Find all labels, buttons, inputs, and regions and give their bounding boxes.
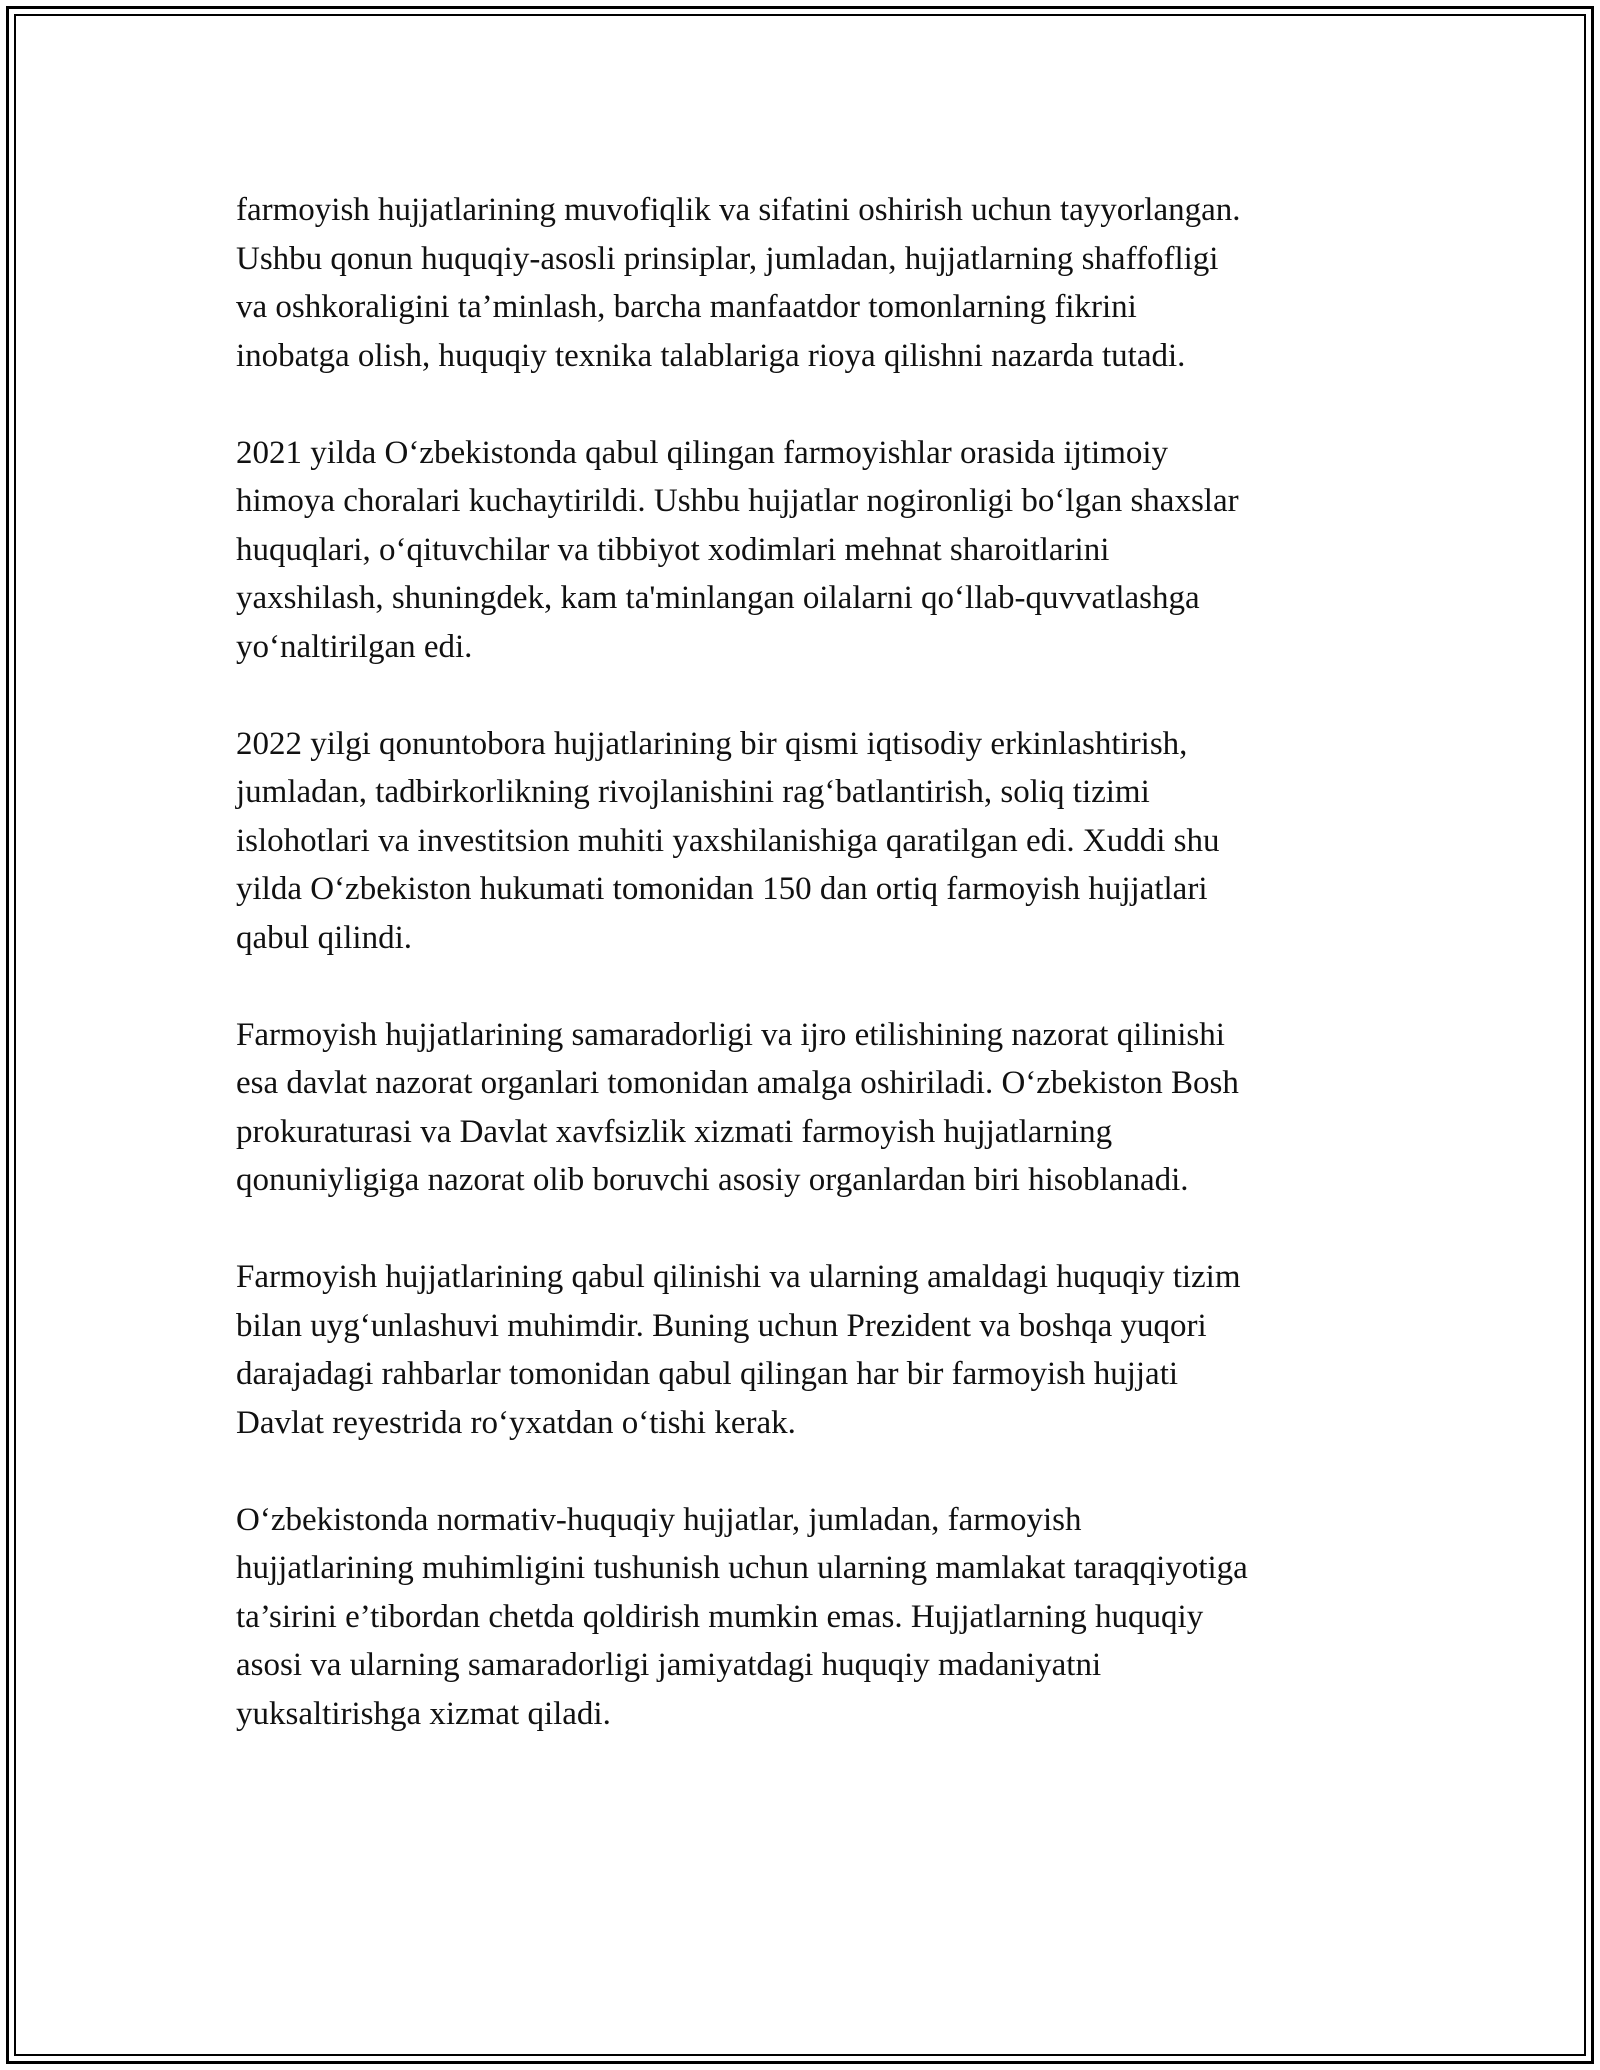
paragraph-6: O‘zbekistonda normativ-huquqiy hujjatlar, jumladan, farmoyish hujjatlarining muhimligini tushunish uchun ularning mamlakat taraqqiyotiga ta’sirini e’tibordan chetda qoldirish mumkin emas. Hujjatlarning huquqiy asosi va ularning samaradorligi jamiyatdagi huquqiy madaniyatni yuksaltirishga xizmat qiladi. <box>236 1501 1248 1732</box>
paragraph-2: 2021 yilda O‘zbekistonda qabul qilingan farmoyishlar orasida ijtimoiy himoya choralari kuchaytirildi. Ushbu hujjatlar nogironligi bo‘lgan shaxslar huquqlari, o‘qituvchilar va tibbiyot xodimlari mehnat sharoitlarini yaxshilash, shuningdek, kam ta'minlangan oilalarni qo‘llab-quvvatlashga yo‘naltirilgan edi. <box>236 434 1239 665</box>
paragraph-5: Farmoyish hujjatlarining qabul qilinishi va ularning amaldagi huquqiy tizim bilan uyg‘unlashuvi muhimdir. Buning uchun Prezident va boshqa yuqori darajadagi rahbarlar tomonidan qabul qilingan har bir farmoyish hujjati Davlat reyestrida ro‘yxatdan o‘tishi kerak. <box>236 1259 1241 1441</box>
paragraph-3: 2022 yilgi qonuntobora hujjatlarining bir qismi iqtisodiy erkinlashtirish, jumladan, tadbirkorlikning rivojlanishini rag‘batlantirish, soliq tizimi islohotlari va investitsion muhiti yaxshilanishiga qaratilgan edi. Xuddi shu yilda O‘zbekiston hukumati tomonidan 150 dan ortiq farmoyish hujjatlari qabul qilindi. <box>236 725 1220 956</box>
paragraph-1: farmoyish hujjatlarining muvofiqlik va sifatini oshirish uchun tayyorlangan. Ushbu qonun huquqiy-asosli prinsiplar, jumladan, hujjatlarning shaffofligi va oshkoraligini ta’minlash, barcha manfaatdor tomonlarning fikrini inobatga olish, huquqiy texnika talablariga rioya qilishni nazarda tutadi. <box>236 192 1241 374</box>
paragraph-4: Farmoyish hujjatlarining samaradorligi va ijro etilishining nazorat qilinishi esa davlat nazorat organlari tomonidan amalga oshiriladi. O‘zbekiston Bosh prokuraturasi va Davlat xavfsizlik xizmati farmoyish hujjatlarning qonuniyligiga nazorat olib boruvchi asosiy organlardan biri hisoblanadi. <box>236 1016 1239 1198</box>
document-body <box>236 186 1386 1787</box>
